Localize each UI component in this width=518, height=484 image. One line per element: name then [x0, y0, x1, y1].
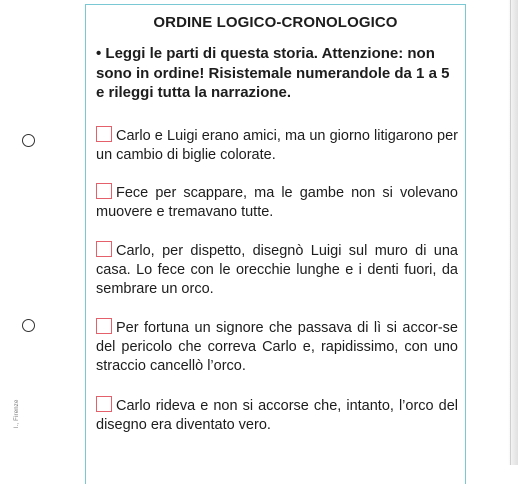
story-item	[96, 126, 458, 165]
story-item	[96, 241, 458, 299]
story-item-text: Fece per scappare, ma le gambe non si volevano muovere e tremavano tutte.	[96, 185, 458, 220]
story-item-text: Carlo rideva e non si accorse che, intanto, l’orco del disegno era diventato vero.	[96, 398, 458, 433]
story-item-text: Carlo e Luigi erano amici, ma un giorno litigarono per un cambio di biglie colorate.	[96, 128, 458, 163]
number-input-box[interactable]	[96, 126, 112, 142]
binder-hole-icon	[22, 134, 35, 147]
number-input-box[interactable]	[96, 396, 112, 412]
left-gutter	[0, 0, 60, 465]
story-item	[96, 318, 458, 376]
exercise-card	[85, 4, 466, 484]
story-item	[96, 396, 458, 435]
story-item-text: Carlo, per dispetto, disegnò Luigi sul muro di una casa. Lo fece con le orecchie lunghe e i denti fuori, da sembrare un orco.	[96, 243, 458, 297]
publisher-caption: l., Firenze	[14, 399, 20, 428]
story-item	[96, 183, 458, 222]
binder-hole-icon	[22, 319, 35, 332]
number-input-box[interactable]	[96, 318, 112, 334]
story-item-text: Per fortuna un signore che passava di lì si accor-se del pericolo che correva Carlo e, rapidissimo, con uno straccio cancellò l’orco.	[96, 320, 458, 374]
exercise-instruction: • Leggi le parti di questa storia. Attenzione: non sono in ordine! Risistemale numerandole da 1 a 5 e rileggi tutta la narrazione.	[96, 45, 450, 101]
page-edge-divider	[510, 0, 511, 465]
number-input-box[interactable]	[96, 241, 112, 257]
number-input-box[interactable]	[96, 183, 112, 199]
exercise-title: ORDINE LOGICO-CRONOLOGICO	[153, 14, 398, 31]
